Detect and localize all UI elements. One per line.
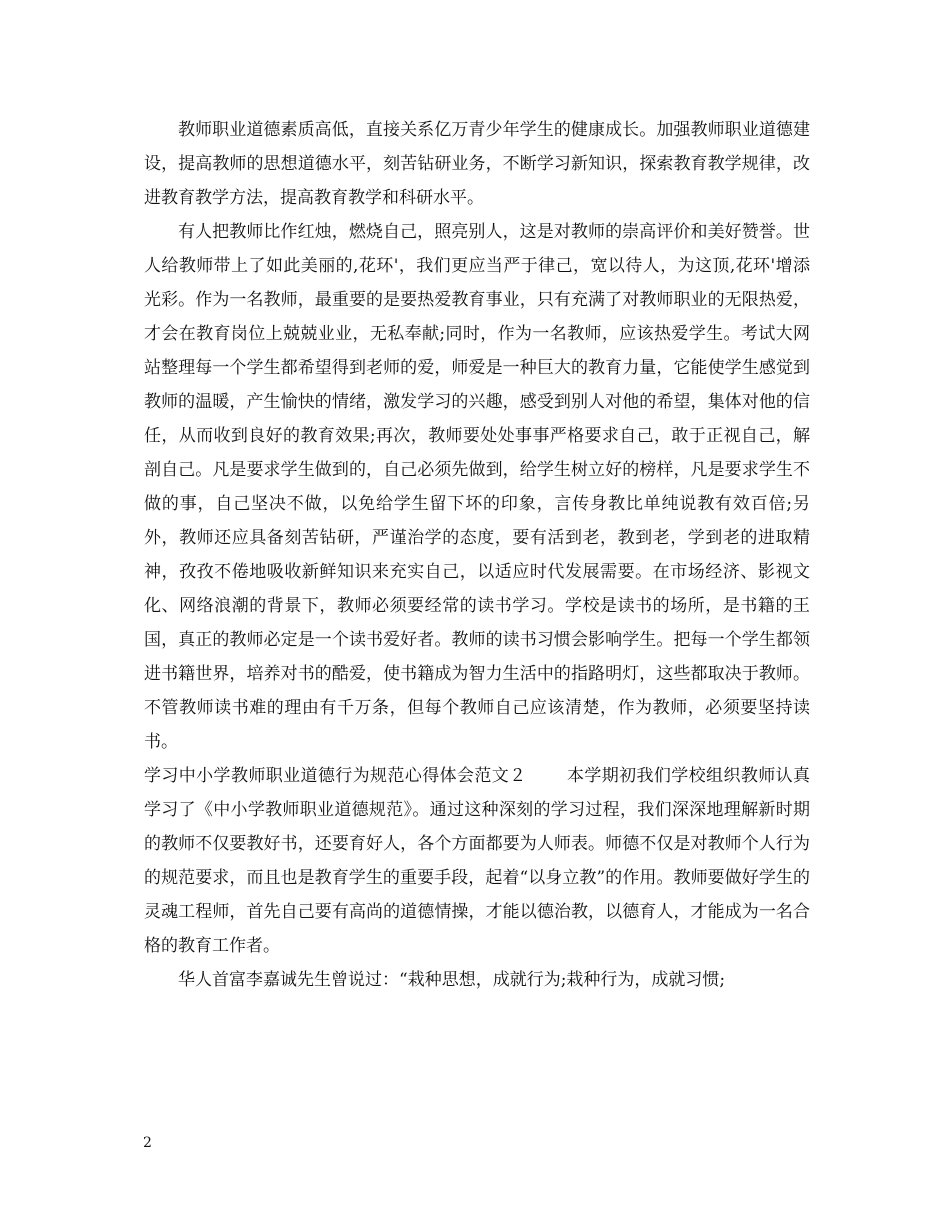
section-paragraph [144,759,810,963]
paragraph-4: 华人首富李嘉诚先生曾说过：“栽种思想，成就行为;栽种行为，成就习惯; [178,970,726,990]
page-number: 2 [143,1135,152,1151]
document-body [144,113,810,997]
section-text: 本学期初我们学校组织教师认真学习了《中小学教师职业道德规范》。通过这种深刻的学习过程，我们深深地理解新时期的教师不仅要教好书，还要育好人，各个方面都要为人师表。师德不仅是对教师个人行为的规范要求，而且也是教育学生的重要手段，起着“以身立教”的作用。教师要做好学生的灵魂工程师，首先自己要有高尚的道德情操，才能以德治教，以德育人，才能成为一名合格的教育工作者。 [144,766,811,956]
section-title: 学习中小学教师职业道德行为规范心得体会范文２ [144,766,527,786]
paragraph-1: 教师职业道德素质高低，直接关系亿万青少年学生的健康成长。加强教师职业道德建设，提高教师的思想道德水平，刻苦钻研业务，不断学习新知识，探索教育教学规律，改进教育教学方法，提高教育教学和科研水平。 [144,120,810,208]
paragraph-2: 有人把教师比作红烛，燃烧自己，照亮别人，这是对教师的崇高评价和美好赞誉。世人给教师带上了如此美丽的,花环'，我们更应当严于律己，宽以待人，为这顶,花环'增添光彩。作为一名教师，最重要的是要热爱教育事业，只有充满了对教师职业的无限热爱，才会在教育岗位上兢兢业业，无私奉献;同时，作为一名教师，应该热爱学生。考试大网站整理每一个学生都希望得到老师的爱，师爱是一种巨大的教育力量，它能使学生感觉到教师的温暖，产生愉快的情绪，激发学习的兴趣，感受到别人对他的希望，集体对他的信任，从而收到良好的教育效果;再次，教师要处处事事严格要求自己，敢于正视自己，解剖自己。凡是要求学生做到的，自己必须先做到，给学生树立好的榜样，凡是要求学生不做的事，自己坚决不做，以免给学生留下坏的印象，言传身教比单纯说教有效百倍;另外，教师还应具备刻苦钻研，严谨治学的态度，要有活到老，教到老，学到老的进取精神，孜孜不倦地吸收新鲜知识来充实自己，以适应时代发展需要。在市场经济、影视文化、网络浪潮的背景下，教师必须要经常的读书学习。学校是读书的场所，是书籍的王国，真正的教师必定是一个读书爱好者。教师的读书习惯会影响学生。把每一个学生都领进书籍世界，培养对书的酷爱，使书籍成为智力生活中的指路明灯，这些都取决于教师。不管教师读书难的理由有千万条，但每个教师自己应该清楚，作为教师，必须要坚持读书。 [144,222,810,752]
